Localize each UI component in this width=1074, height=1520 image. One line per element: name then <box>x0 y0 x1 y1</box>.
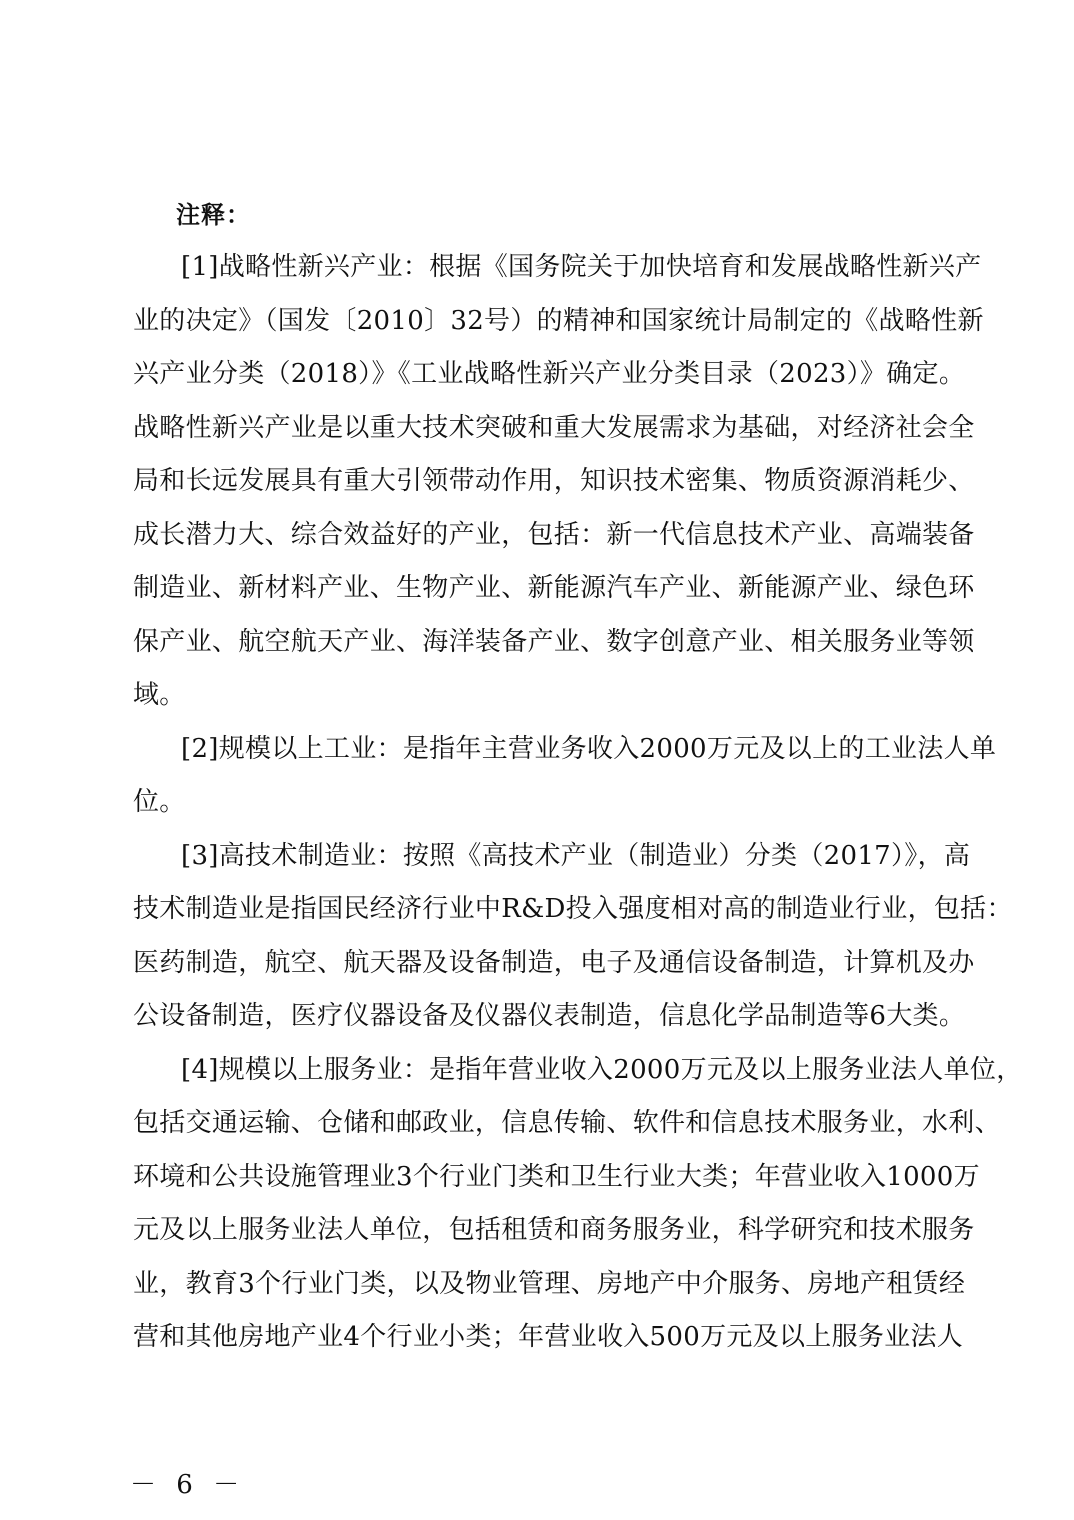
text-line: 成长潜力大、综合效益好的产业，包括：新一代信息技术产业、高端装备 <box>133 519 975 550</box>
text-line: [2]规模以上工业：是指年主营业务收入2000万元及以上的工业法人单 <box>181 733 997 764</box>
text-line: 位。 <box>133 787 186 817</box>
notes-body <box>133 241 1023 1365</box>
text-line: 业，教育3个行业门类，以及物业管理、房地产中介服务、房地产租赁经 <box>133 1268 966 1299</box>
text-line: [1]战略性新兴产业：根据《国务院关于加快培育和发展战略性新兴产 <box>181 252 982 282</box>
text-line: 包括交通运输、仓储和邮政业，信息传输、软件和信息技术服务业，水利、 <box>133 1108 1001 1138</box>
note-high-tech-manufacturing <box>133 830 1013 1044</box>
note-industrial-enterprises <box>133 723 997 830</box>
text-line: 战略性新兴产业是以重大技术突破和重大发展需求为基础，对经济社会全 <box>133 412 975 443</box>
text-line: 技术制造业是指国民经济行业中R&D投入强度相对高的制造业行业，包括： <box>133 894 1013 924</box>
note-service-industry <box>133 1044 1023 1365</box>
page-number: － 6 － <box>130 1470 246 1500</box>
text-line: [3]高技术制造业：按照《高技术产业（制造业）分类（2017）》，高 <box>181 840 971 871</box>
text-line: 制造业、新材料产业、生物产业、新能源汽车产业、新能源产业、绿色环 <box>133 573 975 603</box>
text-line: 环境和公共设施管理业3个行业门类和卫生行业大类；年营业收入1000万 <box>133 1161 980 1192</box>
text-line: [4]规模以上服务业：是指年营业收入2000万元及以上服务业法人单位， <box>181 1054 1023 1085</box>
text-line: 公设备制造，医疗仪器设备及仪器仪表制造，信息化学品制造等6大类。 <box>133 1001 966 1031</box>
text-line: 元及以上服务业法人单位，包括租赁和商务服务业，科学研究和技术服务 <box>133 1215 975 1245</box>
notes-heading: 注释： <box>176 201 251 229</box>
text-line: 营和其他房地产业4个行业小类；年营业收入500万元及以上服务业法人 <box>133 1322 964 1352</box>
text-line: 局和长远发展具有重大引领带动作用，知识技术密集、物质资源消耗少、 <box>133 466 975 496</box>
text-line: 业的决定》（国发〔2010〕32号）的精神和国家统计局制定的《战略性新 <box>133 305 984 336</box>
text-line: 域。 <box>133 680 186 710</box>
text-line: 保产业、航空航天产业、海洋装备产业、数字创意产业、相关服务业等领 <box>133 626 975 657</box>
note-strategic-emerging-industries <box>133 241 984 723</box>
text-line: 医药制造，航空、航天器及设备制造，电子及通信设备制造，计算机及办 <box>133 947 975 978</box>
text-line: 兴产业分类（2018）》《工业战略性新兴产业分类目录（2023）》确定。 <box>133 359 966 389</box>
